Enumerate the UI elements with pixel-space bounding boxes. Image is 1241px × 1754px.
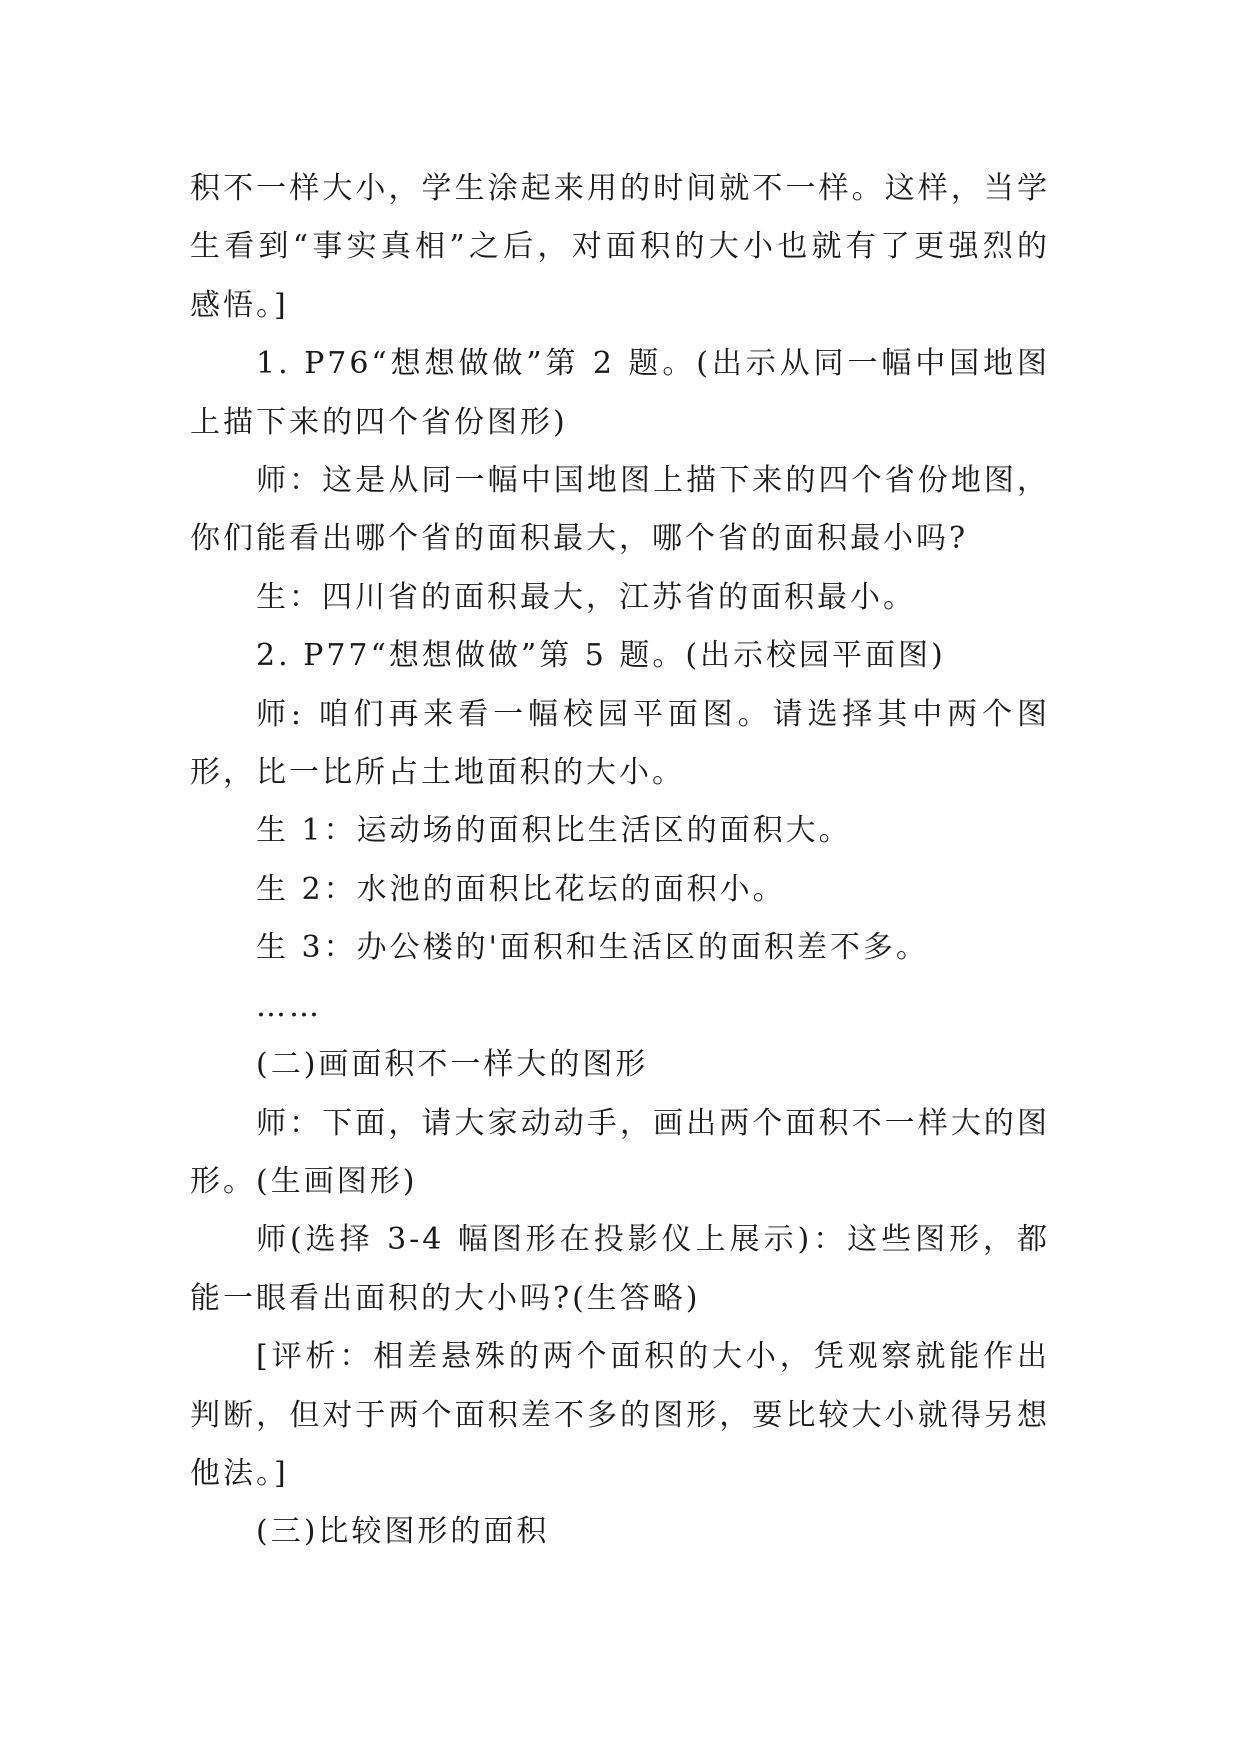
document-body <box>190 160 1050 1562</box>
paragraph: 师：这是从同一幅中国地图上描下来的四个省份地图，你们能看出哪个省的面积最大，哪个省的面积最小吗? <box>190 463 1050 557</box>
paragraph: 师: 咱们再来看一幅校园平面图。请选择其中两个图形，比一比所占土地面积的大小。 <box>190 696 1050 791</box>
paragraph: 生 3：办公楼的'面积和生活区的面积差不多。 <box>256 930 929 966</box>
paragraph: 1. P76“想想做做”第 2 题。(出示从同一幅中国地图上描下来的四个省份图形) <box>190 346 1050 440</box>
commentary-paragraph: [评析：相差悬殊的两个面积的大小，凭观察就能作出判断，但对于两个面积差不多的图形，要比较大小就得另想他法。] <box>190 1339 1050 1491</box>
paragraph: 师：下面，请大家动动手，画出两个面积不一样大的图形。(生画图形) <box>190 1105 1050 1199</box>
section-heading: (三)比较图形的面积 <box>256 1514 550 1550</box>
paragraph: 积不一样大小，学生涂起来用的时间就不一样。这样，当学生看到“事实真相”之后，对面积的大小也就有了更强烈的感悟。] <box>190 171 1050 323</box>
paragraph: 生：四川省的面积最大，江苏省的面积最小。 <box>256 579 916 615</box>
paragraph: 2. P77“想想做做”第 5 题。(出示校园平面图) <box>256 638 946 674</box>
section-heading: (二)画面积不一样大的图形 <box>256 1047 649 1083</box>
paragraph: 生 1：运动场的面积比生活区的面积大。 <box>256 813 852 849</box>
paragraph: 师(选择 3-4 幅图形在投影仪上展示)：这些图形，都能一眼看出面积的大小吗?(生答略) <box>190 1222 1050 1316</box>
paragraph: 生 2：水池的面积比花坛的面积小。 <box>256 871 786 907</box>
ellipsis-paragraph: …… <box>256 988 322 1024</box>
